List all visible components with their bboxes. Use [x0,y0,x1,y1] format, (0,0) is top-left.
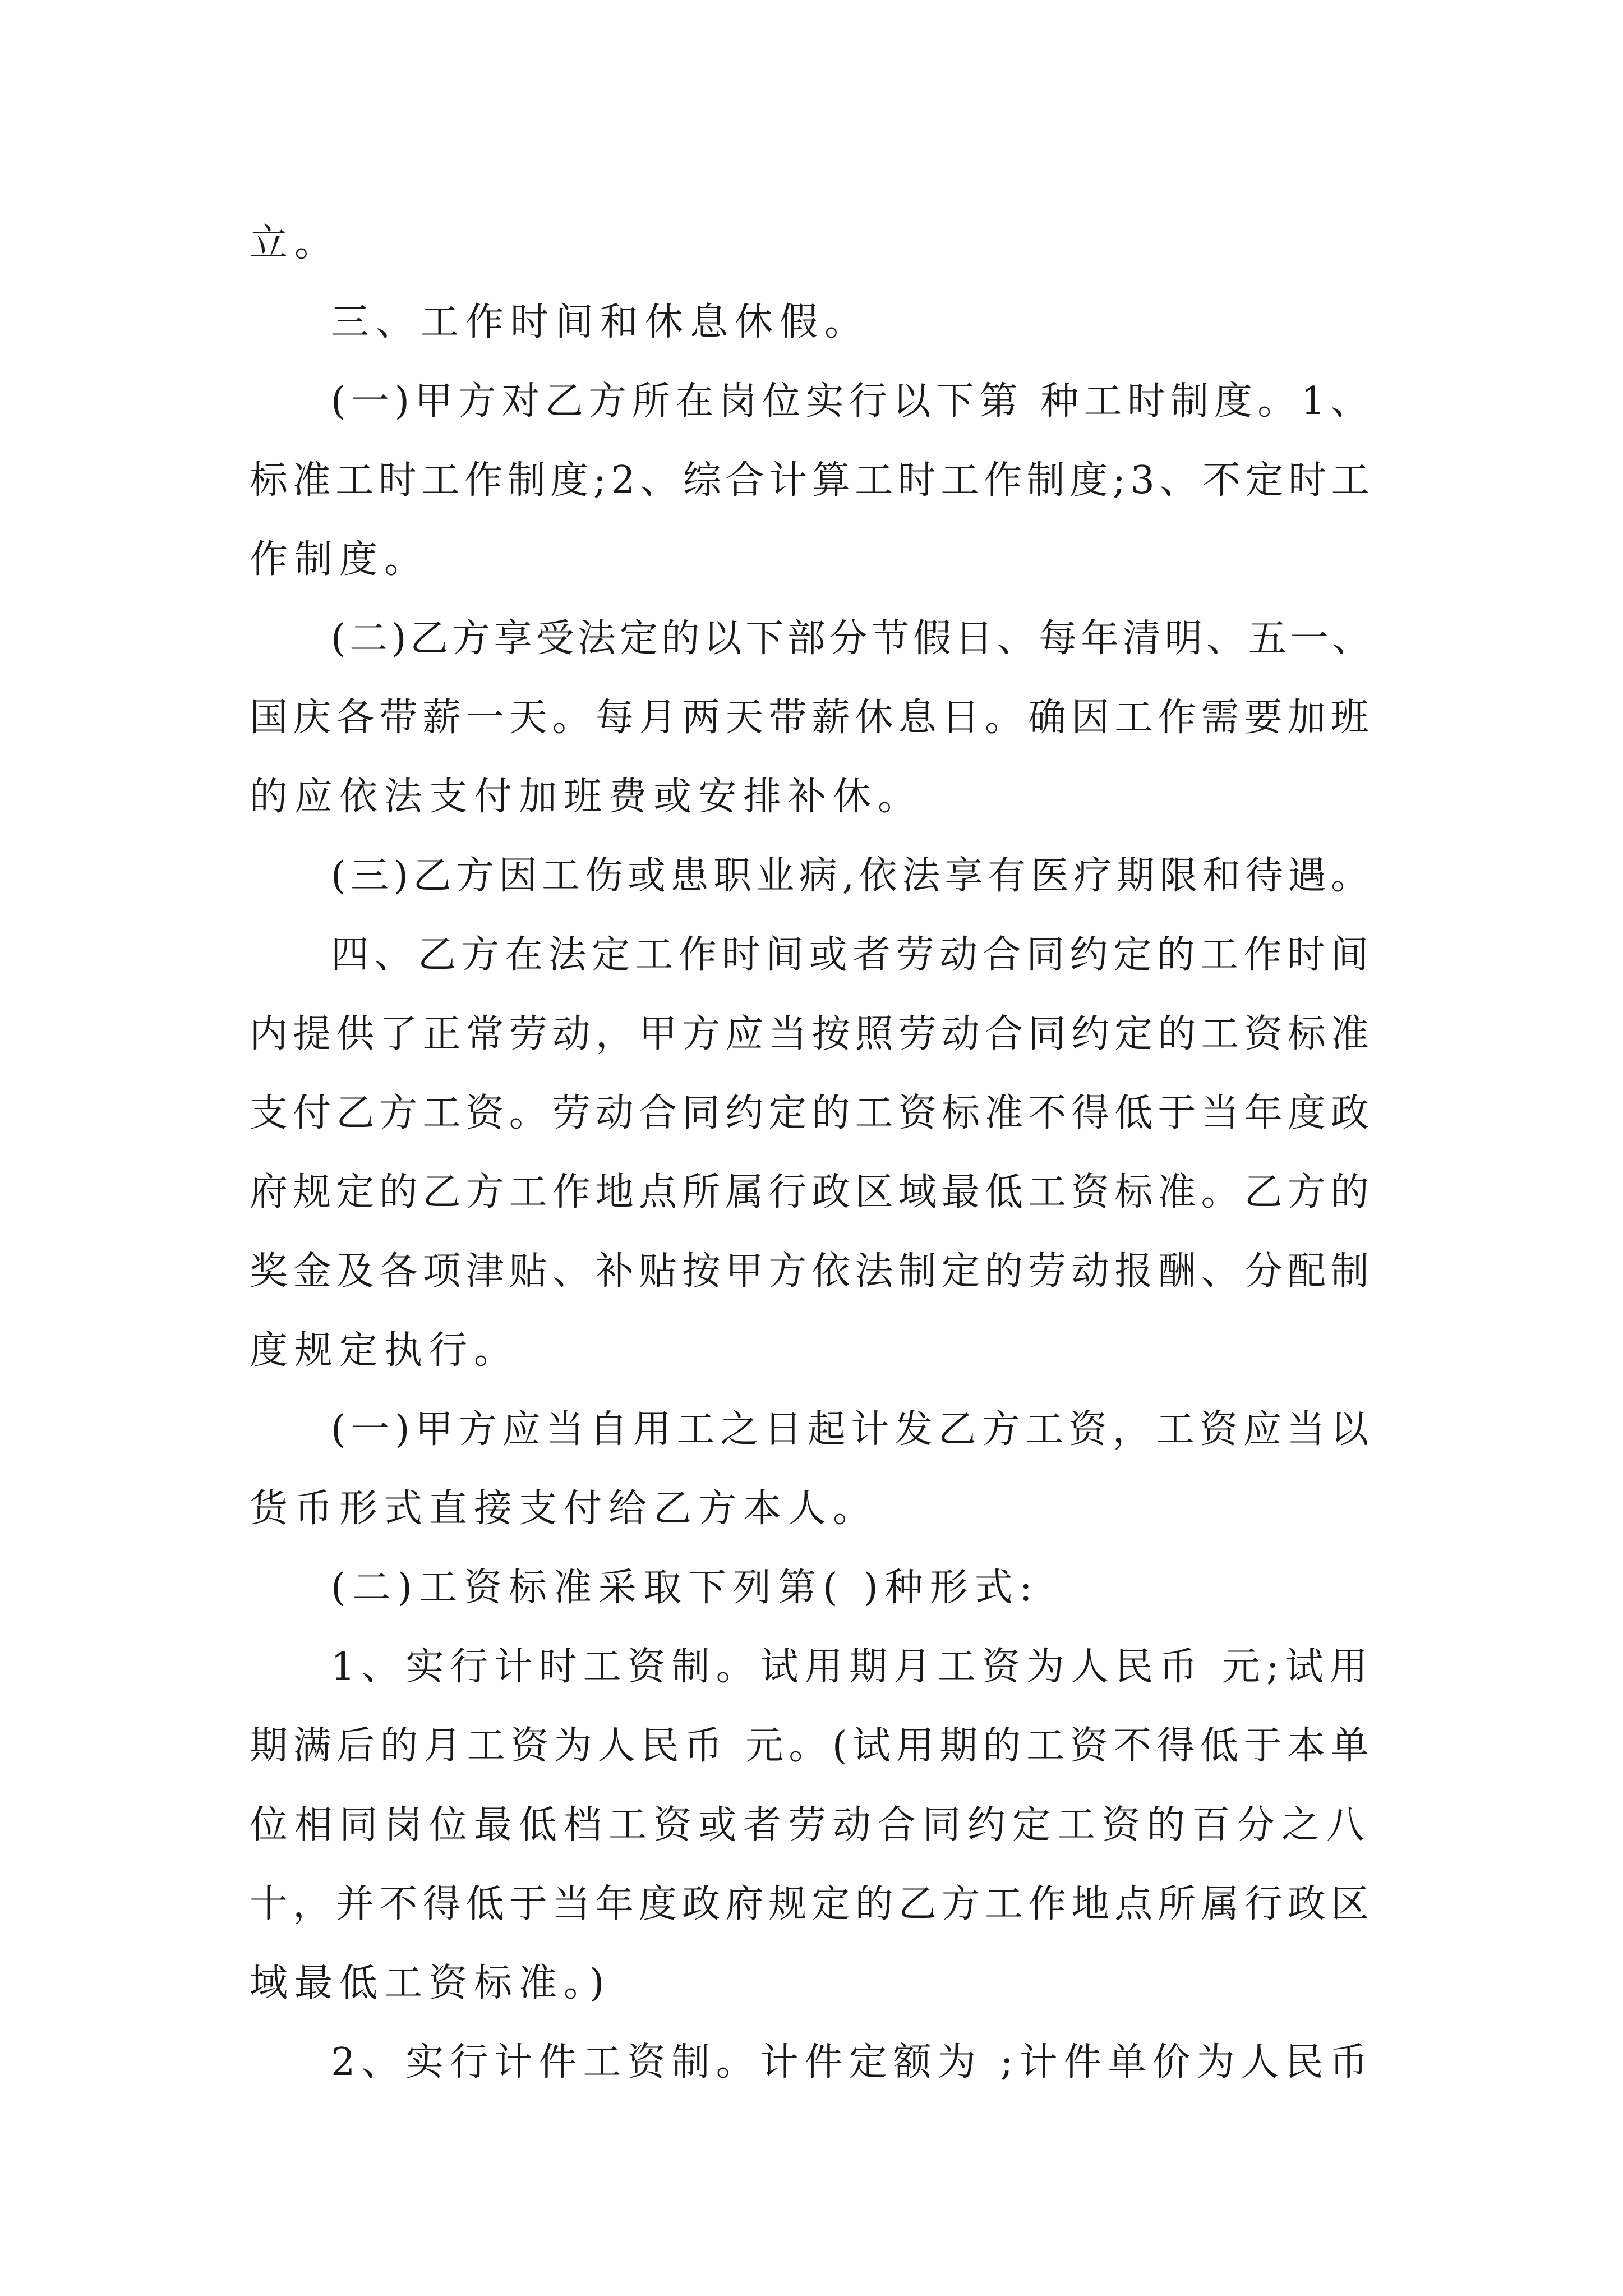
text-line: 十，并不得低于当年度政府规定的乙方工作地点所属行政区 [250,1882,1375,1926]
text-line: 域最低工资标准。) [250,1961,611,2005]
text-line: (三)乙方因工伤或患职业病,依法享有医疗期限和待遇。 [331,854,1374,898]
text-line: 标准工时工作制度;2、综合计算工时工作制度;3、不定时工 [250,458,1375,503]
text-line: 1、实行计时工资制。试用期月工资为人民币 元;试用 [331,1645,1374,1689]
text-line: 立。 [250,221,340,265]
text-line: 2、实行计件工资制。计件定额为 ;计件单价为人民币 [331,2040,1374,2085]
text-line: (一)甲方对乙方所在岗位实行以下第 种工时制度。1、 [331,379,1374,424]
text-line: 的应依法支付加班费或安排补休。 [250,775,923,819]
text-line: 支付乙方工资。劳动合同约定的工资标准不得低于当年度政 [250,1091,1375,1135]
text-line: (二)工资标准采取下列第( )种形式: [331,1566,1039,1610]
section-heading: 三、工作时间和休息休假。 [331,300,870,344]
text-line: 期满后的月工资为人民币 元。(试用期的工资不得低于本单 [250,1724,1375,1768]
text-line: 府规定的乙方工作地点所属行政区域最低工资标准。乙方的 [250,1170,1375,1214]
text-line: 奖金及各项津贴、补贴按甲方依法制定的劳动报酬、分配制 [250,1249,1375,1294]
text-line: 作制度。 [250,537,430,582]
text-line: (一)甲方应当自用工之日起计发乙方工资，工资应当以 [331,1407,1375,1452]
text-line: 国庆各带薪一天。每月两天带薪休息日。确因工作需要加班 [250,696,1375,740]
text-line: (二)乙方享受法定的以下部分节假日、每年清明、五一、 [331,616,1375,661]
text-line: 内提供了正常劳动，甲方应当按照劳动合同约定的工资标准 [250,1012,1375,1056]
section-heading: 四、乙方在法定工作时间或者劳动合同约定的工作时间 [331,933,1375,977]
text-line: 货币形式直接支付给乙方本人。 [250,1487,878,1531]
text-line: 位相同岗位最低档工资或者劳动合同约定工资的百分之八 [250,1803,1372,1847]
text-line: 度规定执行。 [250,1328,519,1373]
